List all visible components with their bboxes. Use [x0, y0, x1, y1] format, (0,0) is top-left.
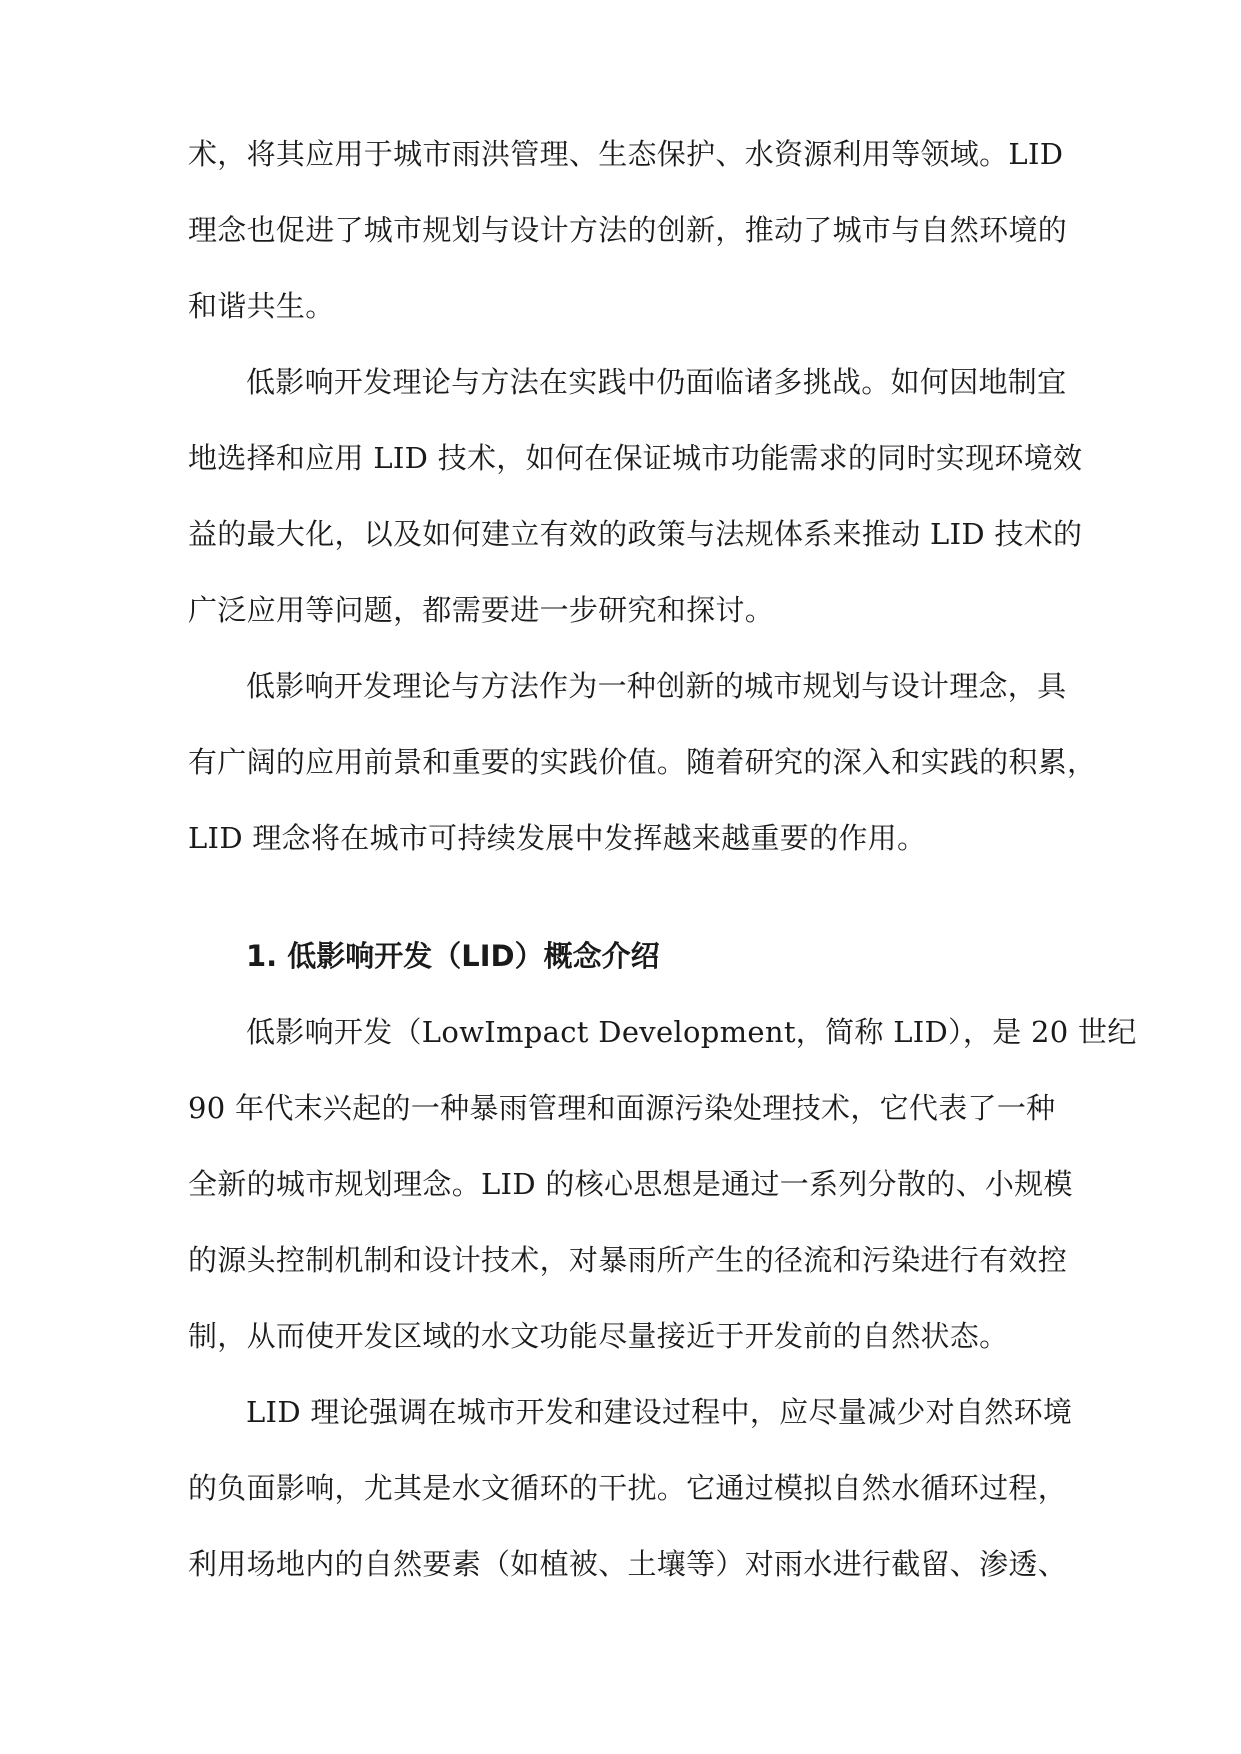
paragraph-1-line-3: 和谐共生。	[188, 289, 335, 323]
section-paragraph-1-line-2: 90 年代末兴起的一种暴雨管理和面源污染处理技术，它代表了一种	[188, 1091, 1056, 1125]
paragraph-2-line-3: 益的最大化，以及如何建立有效的政策与法规体系来推动 LID 技术的	[188, 517, 1083, 551]
paragraph-3-line-3: LID 理念将在城市可持续发展中发挥越来越重要的作用。	[188, 821, 927, 855]
section-paragraph-1-line-3: 全新的城市规划理念。LID 的核心思想是通过一系列分散的、小规模	[188, 1167, 1073, 1201]
paragraph-3-line-2: 有广阔的应用前景和重要的实践价值。随着研究的深入和实践的积累，	[188, 745, 1097, 779]
section-paragraph-1-line-1: 低影响开发（LowImpact Development，简称 LID），是 20 世纪	[246, 1015, 1137, 1049]
section-paragraph-1-line-4: 的源头控制机制和设计技术，对暴雨所产生的径流和污染进行有效控	[188, 1243, 1068, 1277]
paragraph-3-line-1: 低影响开发理论与方法作为一种创新的城市规划与设计理念，具	[246, 669, 1067, 703]
section-heading: 1. 低影响开发（LID）概念介绍	[246, 939, 660, 973]
section-paragraph-2-line-3: 利用场地内的自然要素（如植被、土壤等）对雨水进行截留、渗透、	[188, 1547, 1068, 1581]
paragraph-1-line-1: 术，将其应用于城市雨洪管理、生态保护、水资源利用等领域。LID	[188, 137, 1064, 171]
section-paragraph-2-line-2: 的负面影响，尤其是水文循环的干扰。它通过模拟自然水循环过程，	[188, 1471, 1068, 1505]
section-paragraph-1-line-5: 制，从而使开发区域的水文功能尽量接近于开发前的自然状态。	[188, 1319, 1009, 1353]
paragraph-2-line-1: 低影响开发理论与方法在实践中仍面临诸多挑战。如何因地制宜	[246, 365, 1067, 399]
paragraph-2-line-4: 广泛应用等问题，都需要进一步研究和探讨。	[188, 593, 775, 627]
section-paragraph-2-line-1: LID 理论强调在城市开发和建设过程中，应尽量减少对自然环境	[246, 1395, 1073, 1429]
paragraph-2-line-2: 地选择和应用 LID 技术，如何在保证城市功能需求的同时实现环境效	[188, 441, 1083, 475]
paragraph-1-line-2: 理念也促进了城市规划与设计方法的创新，推动了城市与自然环境的	[188, 213, 1068, 247]
